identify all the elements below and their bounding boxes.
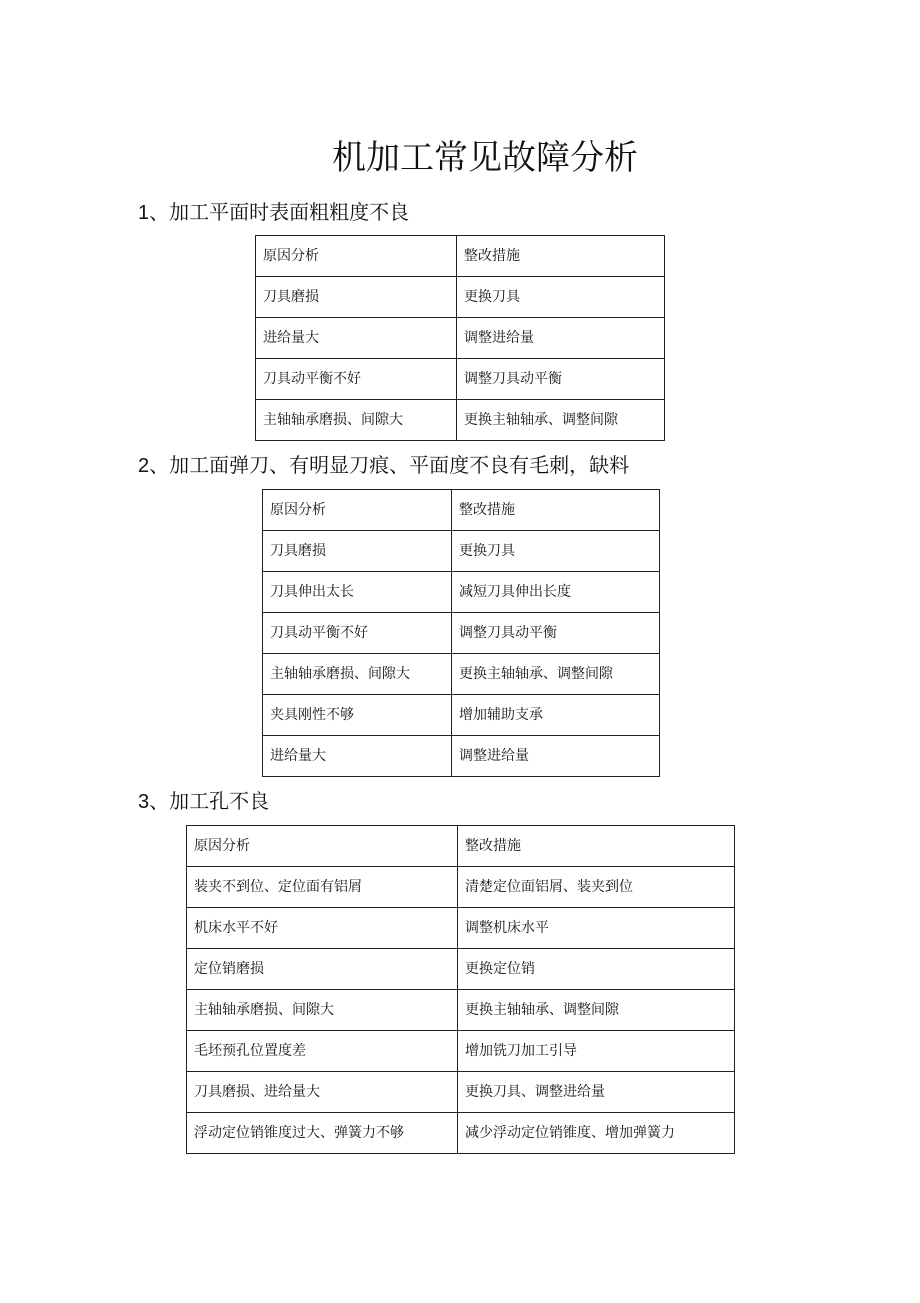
measure-cell: 调整进给量 (457, 318, 665, 359)
cause-cell: 主轴轴承磨损、间隙大 (256, 400, 457, 441)
column-header-measure: 整改措施 (457, 236, 665, 277)
table-row (263, 736, 660, 777)
cause-cell: 刀具磨损 (256, 277, 457, 318)
table-row (256, 359, 665, 400)
cause-cell: 机床水平不好 (187, 908, 458, 949)
section-1-heading (138, 198, 409, 227)
column-header-cause: 原因分析 (263, 490, 452, 531)
table-row (256, 277, 665, 318)
cause-cell: 刀具伸出太长 (263, 572, 452, 613)
table-row (263, 695, 660, 736)
page-title: 机加工常见故障分析 (332, 138, 638, 178)
cause-cell: 装夹不到位、定位面有铝屑 (187, 867, 458, 908)
table-row (187, 867, 735, 908)
table-row (256, 318, 665, 359)
table-row (187, 949, 735, 990)
cause-cell: 毛坯预孔位置度差 (187, 1031, 458, 1072)
cause-cell: 主轴轴承磨损、间隙大 (263, 654, 452, 695)
measure-cell: 更换主轴轴承、调整间隙 (452, 654, 660, 695)
section-2-table (262, 489, 660, 777)
section-2-number: 2 (138, 455, 150, 477)
section-3-heading (138, 787, 269, 816)
table-row (187, 1113, 735, 1154)
measure-cell: 调整刀具动平衡 (457, 359, 665, 400)
measure-cell: 增加辅助支承 (452, 695, 660, 736)
measure-cell: 调整刀具动平衡 (452, 613, 660, 654)
measure-cell: 更换定位销 (458, 949, 735, 990)
table-header-row (256, 236, 665, 277)
cause-cell: 主轴轴承磨损、间隙大 (187, 990, 458, 1031)
measure-cell: 调整进给量 (452, 736, 660, 777)
column-header-cause: 原因分析 (187, 826, 458, 867)
section-3-number: 3 (138, 791, 150, 813)
table-row (263, 613, 660, 654)
cause-cell: 夹具刚性不够 (263, 695, 452, 736)
cause-cell: 进给量大 (263, 736, 452, 777)
section-3-table (186, 825, 735, 1154)
section-1-title: 、加工平面时表面粗粗度不良 (149, 200, 410, 224)
cause-cell: 刀具动平衡不好 (263, 613, 452, 654)
cause-cell: 刀具磨损 (263, 531, 452, 572)
cause-cell: 进给量大 (256, 318, 457, 359)
measure-cell: 更换主轴轴承、调整间隙 (457, 400, 665, 441)
measure-cell: 更换主轴轴承、调整间隙 (458, 990, 735, 1031)
table-row (263, 654, 660, 695)
measure-cell: 减少浮动定位销锥度、增加弹簧力 (458, 1113, 735, 1154)
section-2-heading (138, 451, 629, 480)
table-row (263, 572, 660, 613)
table-row (187, 1031, 735, 1072)
measure-cell: 增加铣刀加工引导 (458, 1031, 735, 1072)
measure-cell: 更换刀具 (457, 277, 665, 318)
cause-cell: 刀具磨损、进给量大 (187, 1072, 458, 1113)
table-row (256, 400, 665, 441)
measure-cell: 更换刀具 (452, 531, 660, 572)
cause-cell: 定位销磨损 (187, 949, 458, 990)
section-3-title: 、加工孔不良 (149, 789, 270, 813)
measure-cell: 调整机床水平 (458, 908, 735, 949)
table-row (263, 531, 660, 572)
section-1-table (255, 235, 665, 441)
section-1-number: 1 (138, 202, 150, 224)
table-row (187, 990, 735, 1031)
section-2-title: 、加工面弹刀、有明显刀痕、平面度不良有毛刺，缺料 (149, 453, 630, 477)
cause-cell: 刀具动平衡不好 (256, 359, 457, 400)
column-header-cause: 原因分析 (256, 236, 457, 277)
table-header-row (187, 826, 735, 867)
table-header-row (263, 490, 660, 531)
table-row (187, 1072, 735, 1113)
column-header-measure: 整改措施 (452, 490, 660, 531)
table-row (187, 908, 735, 949)
column-header-measure: 整改措施 (458, 826, 735, 867)
cause-cell: 浮动定位销锥度过大、弹簧力不够 (187, 1113, 458, 1154)
measure-cell: 减短刀具伸出长度 (452, 572, 660, 613)
measure-cell: 清楚定位面铝屑、装夹到位 (458, 867, 735, 908)
measure-cell: 更换刀具、调整进给量 (458, 1072, 735, 1113)
